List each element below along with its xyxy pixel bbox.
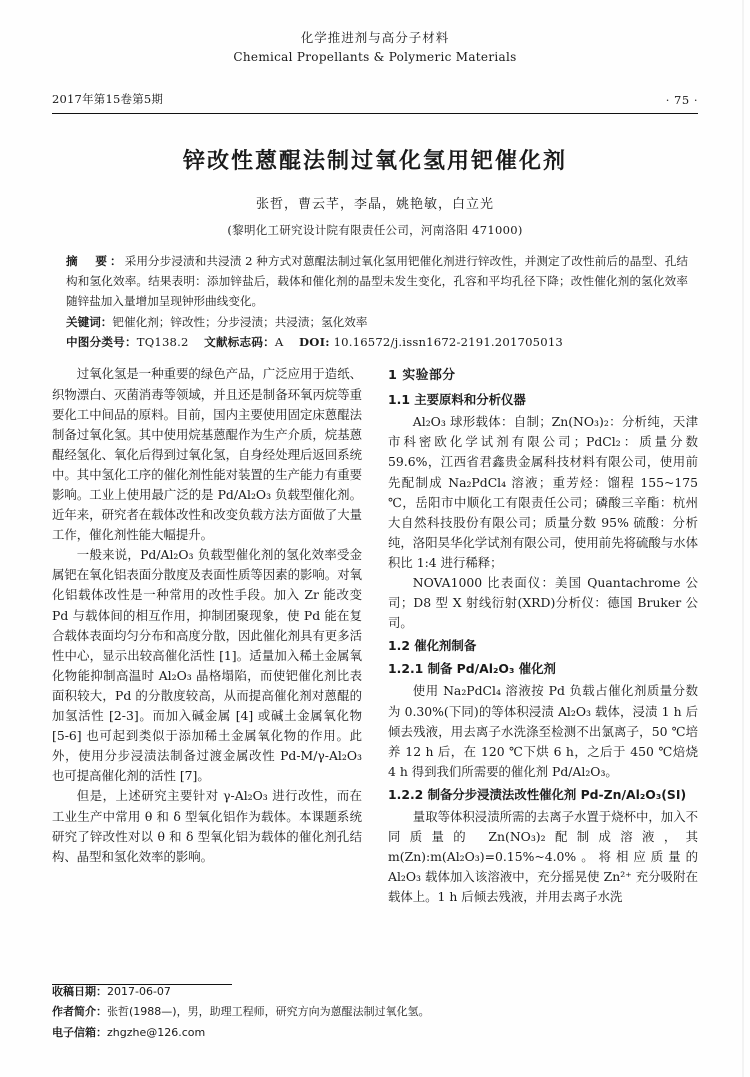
doc-code-label: 文献标志码： [204,335,275,350]
email-line [52,1023,430,1043]
section-heading-1-2: 1.2 催化剂制备 [388,638,477,654]
paragraph: 但是，上述研究主要针对 γ-Al₂O₃ 进行改性，而在工业生产中常用 θ 和 δ 型氧化铝作为载体。本课题系统研究了锌改性对以 θ 和 δ 型氧化铝为载体的催化剂孔结构、晶型和氢化效率的影响。 [52,788,362,864]
header-rule [52,113,698,114]
doc-code-value: A [274,335,284,350]
journal-title-cn: 化学推进剂与高分子材料 [300,30,450,45]
clc-label: 中图分类号： [66,335,137,350]
paragraph: NOVA1000 比表面仪：美国 Quantachrome 公司；D8 型 X 射线衍射(XRD)分析仪：德国 Bruker 公司。 [388,575,698,631]
section-heading-1-2-2: 1.2.2 制备分步浸渍法改性催化剂 Pd-Zn/Al₂O₃(SI) [388,786,687,802]
email-value: zhgzhe@126.com [107,1025,206,1039]
running-head [52,30,698,65]
keywords-text: 钯催化剂；锌改性；分步浸渍；共浸渍；氢化效率 [112,314,368,329]
clc-value: TQ138.2 [136,335,189,350]
keywords-block [52,312,698,332]
classification-block [52,332,698,352]
email-label: 电子信箱： [52,1025,107,1039]
author-list: 张哲，曹云芊，李晶，姚艳敏，白立光 [255,197,494,213]
journal-title-en: Chemical Propellants & Polymeric Materials [233,49,517,64]
bio-label: 作者简介： [52,1005,107,1019]
footer-block [52,982,430,1043]
right-column [388,364,698,907]
paragraph: 一般来说，Pd/Al₂O₃ 负载型催化剂的氢化效率受金属钯在氧化铝表面分散度及表面性质等因素的影响。对氧化铝载体改性是一种常用的改性手段。加入 Zr 能改变 Pd 与载体间的相互作用，抑制团聚现象，使 Pd 能在复合载体表面均匀分布和高度分散，因此催化剂具有更多活性中心，显示出较高催化活性 [1]。适量加入稀土金属氧化物能抑制高温时 Al₂O₃ 晶格塌陷，而使钯催化剂比表面积较大，Pd 的分散度较高，从而提高催化剂对蒽醌的加氢活性 [2-3]。而加入碱金属 [4] 或碱土金属氧化物 [5-6] 也可起到类似于添加稀土金属氧化物的作用。此外，使用分步浸渍法制备过渡金属改性 Pd-M/γ-Al₂O₃ 也可提高催化剂的活性 [7]。 [52,547,362,784]
issue-info: 2017年第15卷第5期 [52,92,164,107]
author-bio-line [52,1002,430,1022]
received-label: 收稿日期： [52,984,107,998]
abstract-block [52,252,698,312]
doi-value: 10.16572/j.issn1672-2191.201705013 [333,335,563,350]
article-body [52,364,698,907]
paragraph: 过氧化氢是一种重要的绿色产品，广泛应用于造纸、织物漂白、灭菌消毒等领域，并且还是制备环氧丙烷等重要化工中间品的原料。目前，国内主要使用固定床蒽醌法制备过氧化氢。其中使用烷基蒽醌作为生产介质，烷基蒽醌经氢化、氧化后得到过氧化氢，自身经处理后返回系统中。其中氢化工序的催化剂性能对装置的生产能力有重要影响。工业上使用最广泛的是 Pd/Al₂O₃ 负载型催化剂。近年来，研究者在载体改性和改变负载方法方面做了大量工作，催化剂性能大幅提升。 [52,366,362,543]
left-column [52,364,362,907]
abstract-label: 摘 要： [66,254,125,269]
paragraph: 使用 Na₂PdCl₄ 溶液按 Pd 负载占催化剂质量分数为 0.30%(下同)的等体积浸渍 Al₂O₃ 载体，浸渍 1 h 后倾去残液，用去离子水洗涤至检测不出氯离子，50 ℃培养 12 h 后，在 120 ℃下烘 6 h，之后于 450 ℃焙烧 4 h 得到我们所需要的催化剂 Pd/Al₂O₃。 [388,683,698,779]
paragraph: 量取等体积浸渍所需的去离子水置于烧杯中，加入不同质量的 Zn(NO₃)₂配制成溶液，其 m(Zn):m(Al₂O₃)=0.15%~4.0%。将相应质量的 Al₂O₃ 载体加入该溶液中，充分摇晃使 Zn²⁺ 充分吸附在载体上。1 h 后倾去残液，并用去离子水洗 [388,809,698,905]
received-value: 2017-06-07 [107,984,171,998]
abstract-text: 采用分步浸渍和共浸渍 2 种方式对蒽醌法制过氧化氢用钯催化剂进行锌改性，并测定了改性前后的晶型、孔结构和氢化效率。结果表明：添加锌盐后，载体和催化剂的晶型未发生变化，孔容和平均孔径下降；改性催化剂的氢化效率随锌盐加入量增加呈现钟形曲线变化。 [66,254,688,308]
paragraph: Al₂O₃ 球形载体：自制；Zn(NO₃)₂：分析纯，天津市科密欧化学试剂有限公司；PdCl₂：质量分数 59.6%，江西省君鑫贵金属科技材料有限公司，使用前先配制成 Na₂PdCl₄ 溶液；重芳烃：馏程 155~175 ℃，岳阳市中顺化工有限责任公司；磷酸三辛酯：杭州大自然科技股份有限公司；质量分数 95% 硫酸：分析纯，洛阳昊华化学试剂有限公司，使用前先将硫酸与水体积比 1:4 进行稀释； [388,414,698,570]
section-heading-1-2-1: 1.2.1 制备 Pd/Al₂O₃ 催化剂 [388,661,556,677]
doi-label: DOI: [299,335,330,350]
keywords-label: 关键词： [66,314,113,329]
section-heading-1-1: 1.1 主要原料和分析仪器 [388,392,526,408]
bio-value: 张哲(1988—)，男，助理工程师，研究方向为蒽醌法制过氧化氢。 [107,1005,430,1019]
page-number: · 75 · [665,93,698,108]
header-row [52,65,698,109]
page-edge-shadow [742,0,744,1077]
received-date-line [52,982,430,1002]
affiliation: (黎明化工研究设计院有限责任公司，河南洛阳 471000) [227,223,523,238]
section-heading-1: 1 实验部分 [388,368,456,384]
page-title: 锌改性蒽醌法制过氧化氢用钯催化剂 [182,148,567,175]
